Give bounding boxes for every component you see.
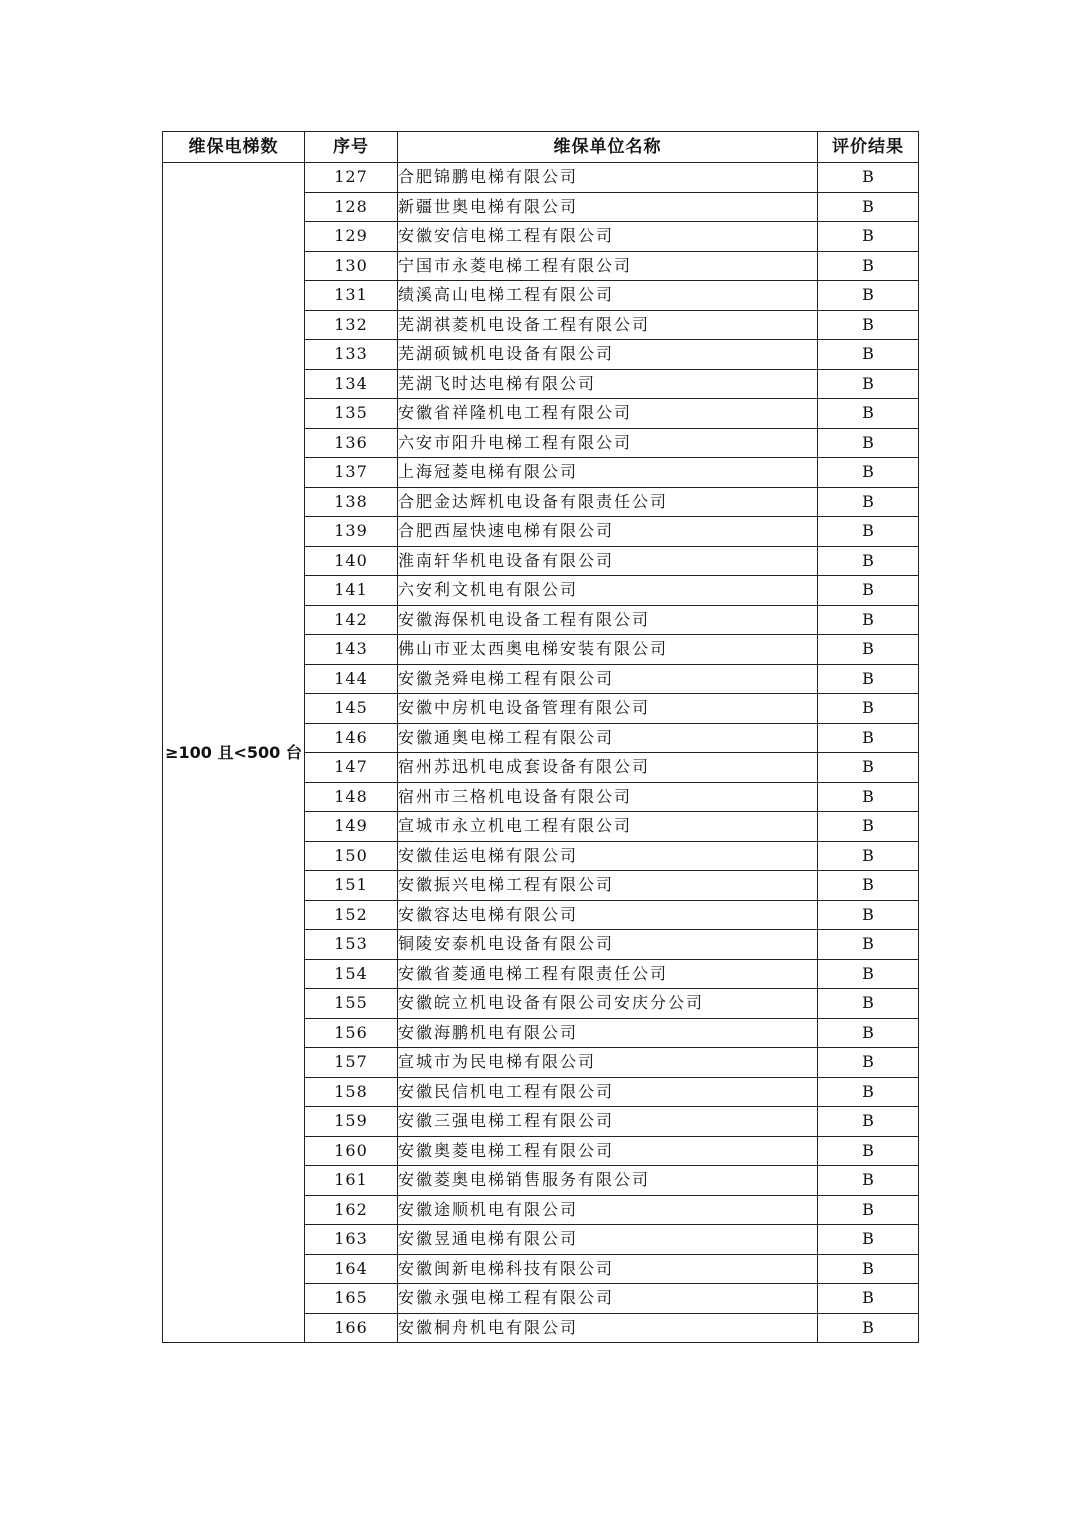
unit-name-cell: 安徽皖立机电设备有限公司安庆分公司 [398,989,818,1019]
header-elevator-count: 维保电梯数 [163,132,305,163]
sequence-cell: 133 [305,340,398,370]
grade-cell: B [818,222,919,252]
sequence-cell: 136 [305,428,398,458]
grade-cell: B [818,310,919,340]
sequence-cell: 127 [305,163,398,193]
grade-cell: B [818,1195,919,1225]
grade-cell: B [818,1107,919,1137]
unit-name-cell: 宣城市永立机电工程有限公司 [398,812,818,842]
unit-name-cell: 宣城市为民电梯有限公司 [398,1048,818,1078]
grade-cell: B [818,812,919,842]
grade-cell: B [818,576,919,606]
sequence-cell: 159 [305,1107,398,1137]
sequence-cell: 128 [305,192,398,222]
grade-cell: B [818,930,919,960]
sequence-cell: 160 [305,1136,398,1166]
unit-name-cell: 安徽佳运电梯有限公司 [398,841,818,871]
unit-name-cell: 新疆世奥电梯有限公司 [398,192,818,222]
unit-name-cell: 芜湖祺菱机电设备工程有限公司 [398,310,818,340]
unit-name-cell: 安徽中房机电设备管理有限公司 [398,694,818,724]
grade-cell: B [818,1284,919,1314]
grade-cell: B [818,1136,919,1166]
grade-cell: B [818,1048,919,1078]
sequence-cell: 156 [305,1018,398,1048]
sequence-cell: 135 [305,399,398,429]
unit-name-cell: 合肥西屋快速电梯有限公司 [398,517,818,547]
grade-cell: B [818,959,919,989]
unit-name-cell: 安徽三强电梯工程有限公司 [398,1107,818,1137]
grade-cell: B [818,694,919,724]
grade-cell: B [818,871,919,901]
unit-name-cell: 安徽桐舟机电有限公司 [398,1313,818,1343]
sequence-cell: 130 [305,251,398,281]
grade-cell: B [818,251,919,281]
unit-name-cell: 合肥金达辉机电设备有限责任公司 [398,487,818,517]
unit-name-cell: 佛山市亚太西奥电梯安装有限公司 [398,635,818,665]
sequence-cell: 154 [305,959,398,989]
unit-name-cell: 铜陵安泰机电设备有限公司 [398,930,818,960]
sequence-cell: 143 [305,635,398,665]
sequence-cell: 151 [305,871,398,901]
sequence-cell: 148 [305,782,398,812]
sequence-cell: 134 [305,369,398,399]
sequence-cell: 137 [305,458,398,488]
grade-cell: B [818,192,919,222]
sequence-cell: 162 [305,1195,398,1225]
sequence-cell: 158 [305,1077,398,1107]
grade-cell: B [818,1254,919,1284]
sequence-cell: 157 [305,1048,398,1078]
unit-name-cell: 六安市阳升电梯工程有限公司 [398,428,818,458]
sequence-cell: 146 [305,723,398,753]
grade-cell: B [818,340,919,370]
unit-name-cell: 淮南轩华机电设备有限公司 [398,546,818,576]
header-sequence: 序号 [305,132,398,163]
grade-cell: B [818,782,919,812]
unit-name-cell: 安徽永强电梯工程有限公司 [398,1284,818,1314]
unit-name-cell: 安徽通奥电梯工程有限公司 [398,723,818,753]
grade-cell: B [818,163,919,193]
grade-cell: B [818,546,919,576]
grade-cell: B [818,428,919,458]
unit-name-cell: 合肥锦鹏电梯有限公司 [398,163,818,193]
sequence-cell: 147 [305,753,398,783]
unit-name-cell: 安徽途顺机电有限公司 [398,1195,818,1225]
grade-cell: B [818,841,919,871]
unit-name-cell: 宿州市三格机电设备有限公司 [398,782,818,812]
grade-cell: B [818,517,919,547]
unit-name-cell: 安徽省菱通电梯工程有限责任公司 [398,959,818,989]
sequence-cell: 164 [305,1254,398,1284]
sequence-cell: 142 [305,605,398,635]
unit-name-cell: 安徽振兴电梯工程有限公司 [398,871,818,901]
sequence-cell: 163 [305,1225,398,1255]
sequence-cell: 145 [305,694,398,724]
grade-cell: B [818,281,919,311]
sequence-cell: 138 [305,487,398,517]
grade-cell: B [818,753,919,783]
unit-name-cell: 芜湖飞时达电梯有限公司 [398,369,818,399]
group-label-cell: ≥100 且<500 台 [163,163,305,1343]
table-header-row [163,132,919,163]
sequence-cell: 153 [305,930,398,960]
unit-name-cell: 宿州苏迅机电成套设备有限公司 [398,753,818,783]
unit-name-cell: 安徽海保机电设备工程有限公司 [398,605,818,635]
unit-name-cell: 宁国市永菱电梯工程有限公司 [398,251,818,281]
unit-name-cell: 安徽奥菱电梯工程有限公司 [398,1136,818,1166]
grade-cell: B [818,458,919,488]
grade-cell: B [818,399,919,429]
sequence-cell: 129 [305,222,398,252]
unit-name-cell: 安徽民信机电工程有限公司 [398,1077,818,1107]
unit-name-cell: 安徽尧舜电梯工程有限公司 [398,664,818,694]
grade-cell: B [818,1018,919,1048]
sequence-cell: 139 [305,517,398,547]
header-evaluation-result: 评价结果 [818,132,919,163]
maintenance-rating-table [162,131,919,1343]
table-row [163,163,919,193]
grade-cell: B [818,605,919,635]
unit-name-cell: 安徽省祥隆机电工程有限公司 [398,399,818,429]
sequence-cell: 166 [305,1313,398,1343]
grade-cell: B [818,989,919,1019]
grade-cell: B [818,900,919,930]
grade-cell: B [818,635,919,665]
sequence-cell: 149 [305,812,398,842]
unit-name-cell: 安徽昱通电梯有限公司 [398,1225,818,1255]
unit-name-cell: 安徽容达电梯有限公司 [398,900,818,930]
unit-name-cell: 六安利文机电有限公司 [398,576,818,606]
grade-cell: B [818,664,919,694]
sequence-cell: 161 [305,1166,398,1196]
sequence-cell: 131 [305,281,398,311]
sequence-cell: 140 [305,546,398,576]
unit-name-cell: 安徽闽新电梯科技有限公司 [398,1254,818,1284]
sequence-cell: 165 [305,1284,398,1314]
header-unit-name: 维保单位名称 [398,132,818,163]
grade-cell: B [818,1313,919,1343]
sequence-cell: 132 [305,310,398,340]
unit-name-cell: 安徽安信电梯工程有限公司 [398,222,818,252]
table-body [163,163,919,1343]
grade-cell: B [818,369,919,399]
grade-cell: B [818,1225,919,1255]
sequence-cell: 152 [305,900,398,930]
unit-name-cell: 芜湖硕铖机电设备有限公司 [398,340,818,370]
sequence-cell: 150 [305,841,398,871]
grade-cell: B [818,487,919,517]
unit-name-cell: 安徽菱奥电梯销售服务有限公司 [398,1166,818,1196]
sequence-cell: 144 [305,664,398,694]
unit-name-cell: 安徽海鹏机电有限公司 [398,1018,818,1048]
sequence-cell: 141 [305,576,398,606]
grade-cell: B [818,723,919,753]
unit-name-cell: 绩溪高山电梯工程有限公司 [398,281,818,311]
sequence-cell: 155 [305,989,398,1019]
grade-cell: B [818,1077,919,1107]
unit-name-cell: 上海冠菱电梯有限公司 [398,458,818,488]
grade-cell: B [818,1166,919,1196]
